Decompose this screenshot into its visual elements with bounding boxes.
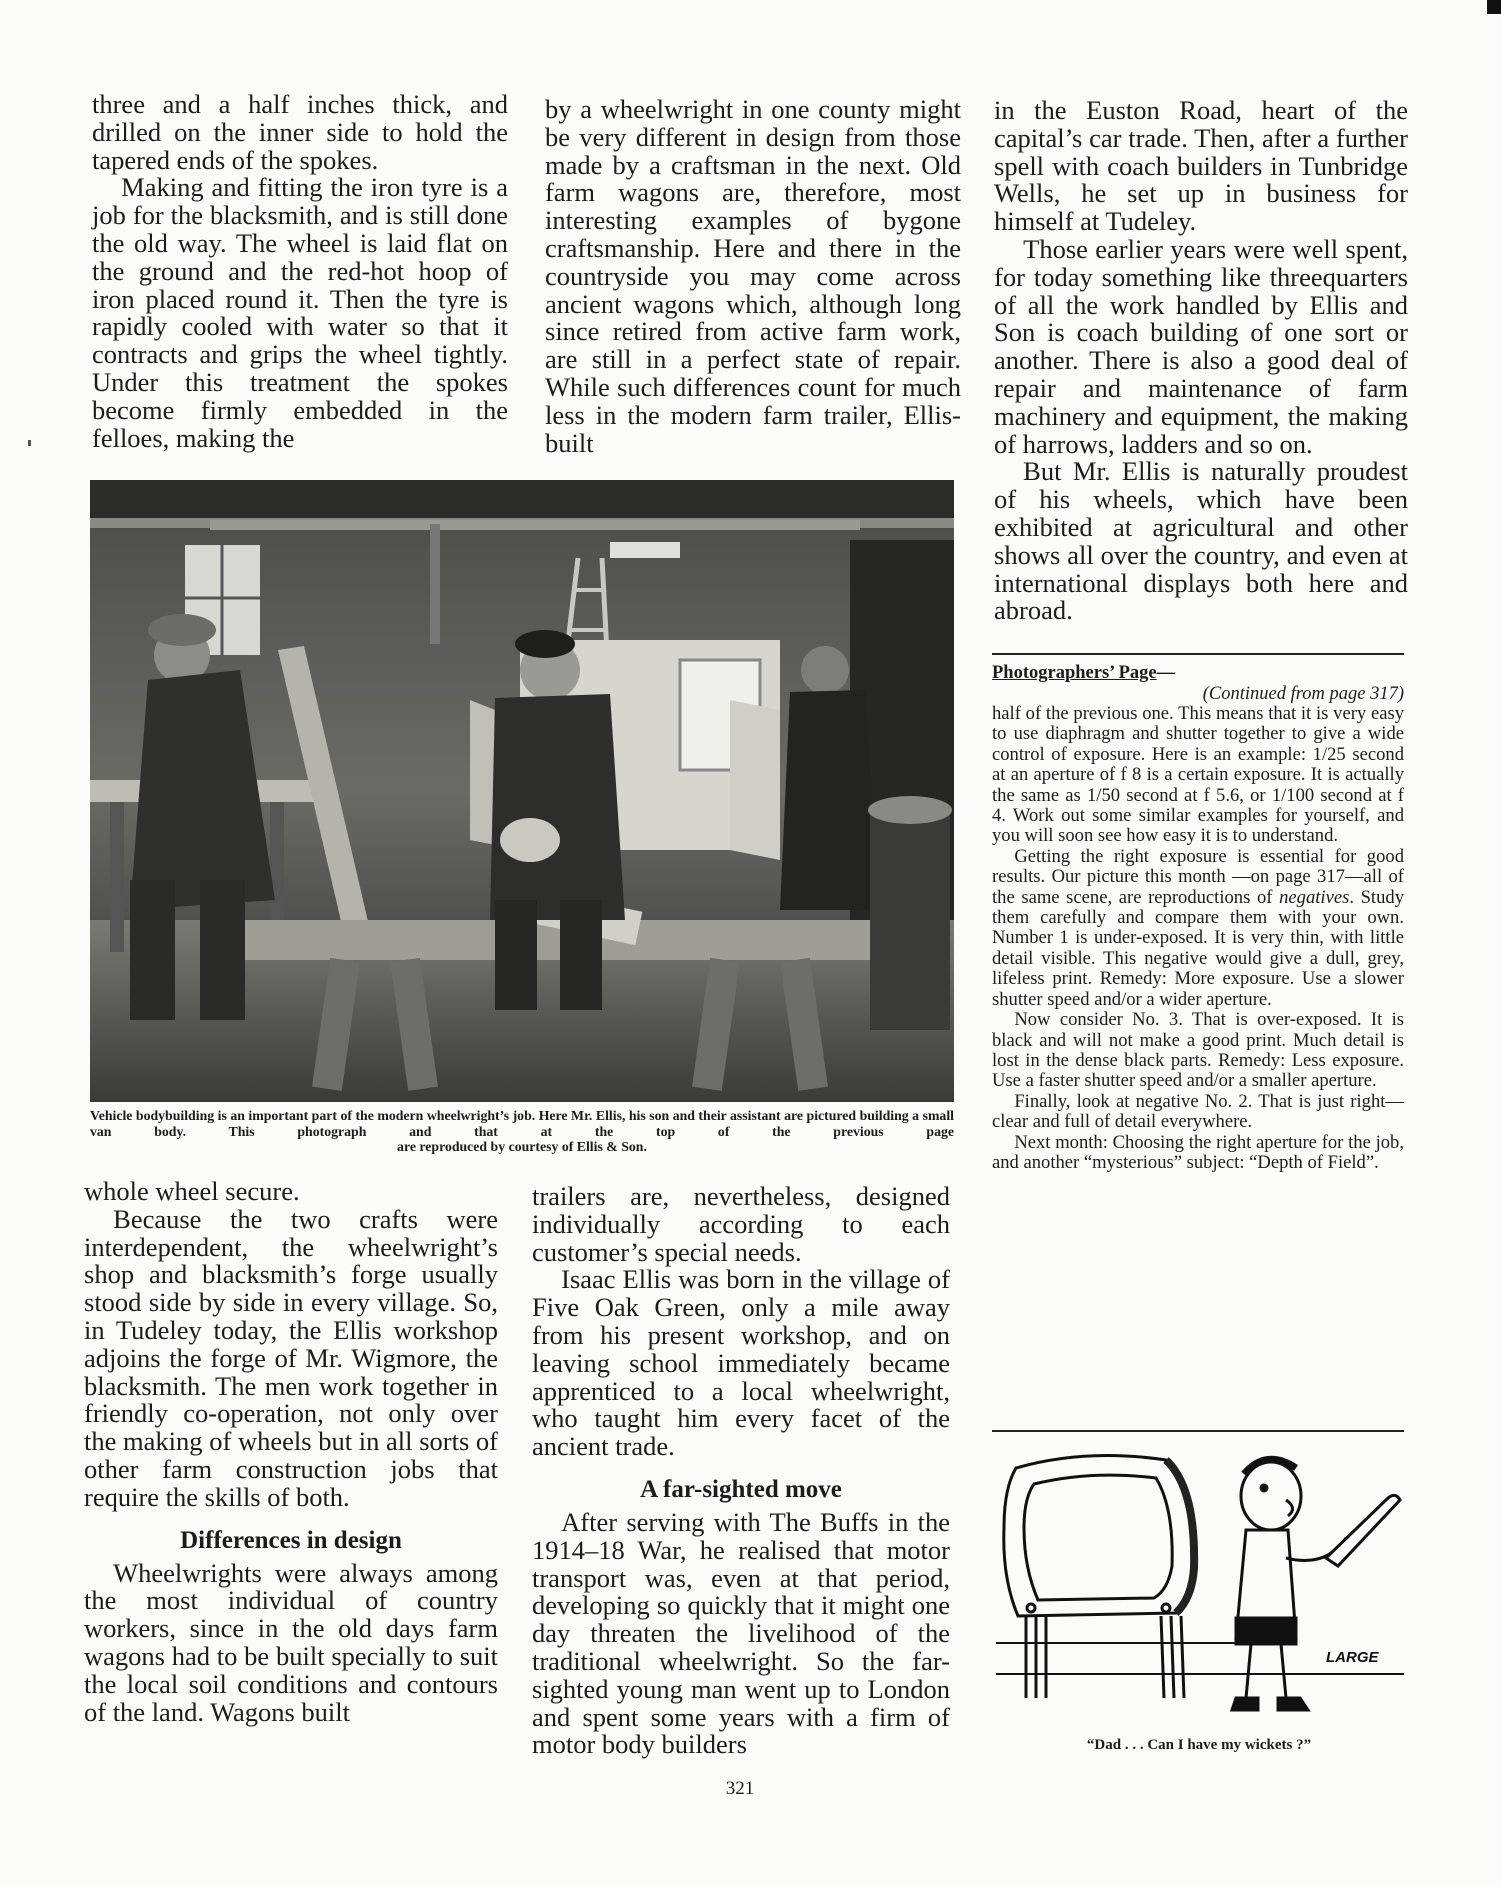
paragraph: Those earlier years were well spent, for today something like threequarters of all the work handled by Ellis and Son is coach building of one sort or another. There is also a good deal of repair and maintenance of farm machinery and equipment, the making of harrows, ladders and so on. [994,233,1408,459]
divider-rule [992,1430,1404,1432]
workshop-scene-illustration [90,480,954,1102]
cartoon-illustration [996,1448,1404,1726]
paragraph: Making and fitting the iron tyre is a job for the blacksmith, and is still done the old way. The wheel is laid flat on the ground and the red-hot hoop of iron placed round it. Then the tyre is rapidly cooled with water so that it contracts and grips the wheel tightly. Under this treatment the spokes become firmly embedded in the felloes, making the [92,172,508,453]
column-3-top [994,97,1408,625]
paragraph: whole wheel secure. [84,1176,300,1206]
cartoonist-signature: LARGE [1326,1649,1379,1666]
photo-caption [90,1108,954,1155]
paragraph: Now consider No. 3. That is over-exposed. It is black and will not make a good print. Much detail is lost in the dense black parts. Remedy: Less exposure. Use a faster shutter speed and/or a smaller aperture. [992,1009,1404,1092]
emphasis-text: negatives [1279,886,1350,908]
section-title [992,662,1404,684]
section-title-dash: — [1156,663,1176,683]
corner-mark [1487,0,1501,14]
divider-rule [992,653,1404,655]
column-1-bottom [84,1178,498,1726]
paragraph: But Mr. Ellis is naturally proudest of his wheels, which have been exhibited at agricultural and other shows all over the country, and even at international displays both here and abroad. [994,456,1408,626]
section-heading: A far-sighted move [640,1475,842,1503]
paragraph-text: Getting the right exposure is essential for good results. Our picture this month —on page 317—all of the same scene, are reproductions of [992,845,1404,908]
paragraph: Next month: Choosing the right aperture for the job, and another “mysterious” subject: “Depth of Field”. [992,1131,1404,1173]
paragraph: three and a half inches thick, and drilled on the inner side to hold the tapered ends of the spokes. [92,89,508,175]
paragraph: After serving with The Buffs in the 1914–18 War, he realised that motor transport was, even at that period, developing so quickly that it might one day threaten the livelihood of the traditional wheelwright. So the far-sighted young man went up to London and spent some years with a firm of motor body builders [532,1506,950,1760]
margin-mark [28,440,31,446]
page-number: 321 [725,1778,755,1799]
section-body [992,704,1404,1173]
paragraph-text: . Study them carefully and compare them with your own. Number 1 is under-exposed. It is very thin, with little detail visible. This negative would give a dull, grey, lifeless print. Remedy: More exposure. Use a slower shutter speed and/or a wider aperture. [992,886,1404,1010]
paragraph: Because the two crafts were interdependent, the wheelwright’s shop and blacksmith’s forge usually stood side by side in every village. So, in Tudeley today, the Ellis workshop adjoins the forge of Mr. Wigmore, the blacksmith. The men work together in friendly co-operation, not only over the making of wheels but in all sorts of other farm construction jobs that require the skills of both. [84,1203,498,1512]
paragraph: Wheelwrights were always among the most individual of country workers, since in the old days farm wagons had to be built specially to suit the local soil conditions and contours of the land. Wagons built [84,1557,498,1727]
photographers-page-section [992,662,1404,1173]
paragraph: trailers are, nevertheless, designed individually according to each customer’s special needs. [532,1181,950,1267]
workshop-photograph [90,480,954,1102]
paragraph: in the Euston Road, heart of the capital’s car trade. Then, after a further spell with coach builders in Tunbridge Wells, he set up in business for himself at Tudeley. [994,95,1408,237]
cartoon-caption: “Dad . . . Can I have my wickets ?” [1086,1737,1312,1753]
cartoon [996,1448,1404,1726]
paragraph: by a wheelwright in one county might be very different in design from those made by a craftsman in the next. Old farm wagons are, therefore, most interesting examples of bygone craftsmanship. Here and there in the countryside you may come across ancient wagons which, although long since retired from active farm work, are still in a perfect state of repair. While such differences count for much less in the modern farm trailer, Ellis-built [545,94,961,458]
paragraph: Finally, look at negative No. 2. That is just right—clear and full of detail everywhere. [992,1090,1404,1133]
photo-caption-line-1: Vehicle bodybuilding is an important part of the modern wheelwright’s job. Here Mr. Ellis, his son and their assistant are pictured building a small van body. This photograph and that at the top of the previous page [90,1108,954,1139]
column-2-top [545,96,961,457]
photo-caption-line-2: are reproduced by courtesy of Ellis & Son. [397,1139,647,1154]
column-1-top [92,91,508,452]
section-heading: Differences in design [180,1526,402,1554]
paragraph [992,847,1404,1010]
paragraph: Isaac Ellis was born in the village of Five Oak Green, only a mile away from his present workshop, and on leaving school immediately became apprenticed to a local wheelwright, who taught him every facet of the ancient trade. [532,1264,950,1462]
paragraph: half of the previous one. This means that it is very easy to use diaphragm and shutter together to give a wide control of exposure. Here is an example: 1/25 second at an aperture of f 8 is a certain exposure. It is actually the same as 1/50 second at f 5.6, or 1/100 second at f 4. Work out some similar examples for yourself, and you will soon see how easy it is to understand. [992,703,1404,847]
continued-note: (Continued from page 317) [1202,684,1404,704]
section-title-text: Photographers’ Page [992,663,1157,683]
column-2-bottom [532,1183,950,1759]
